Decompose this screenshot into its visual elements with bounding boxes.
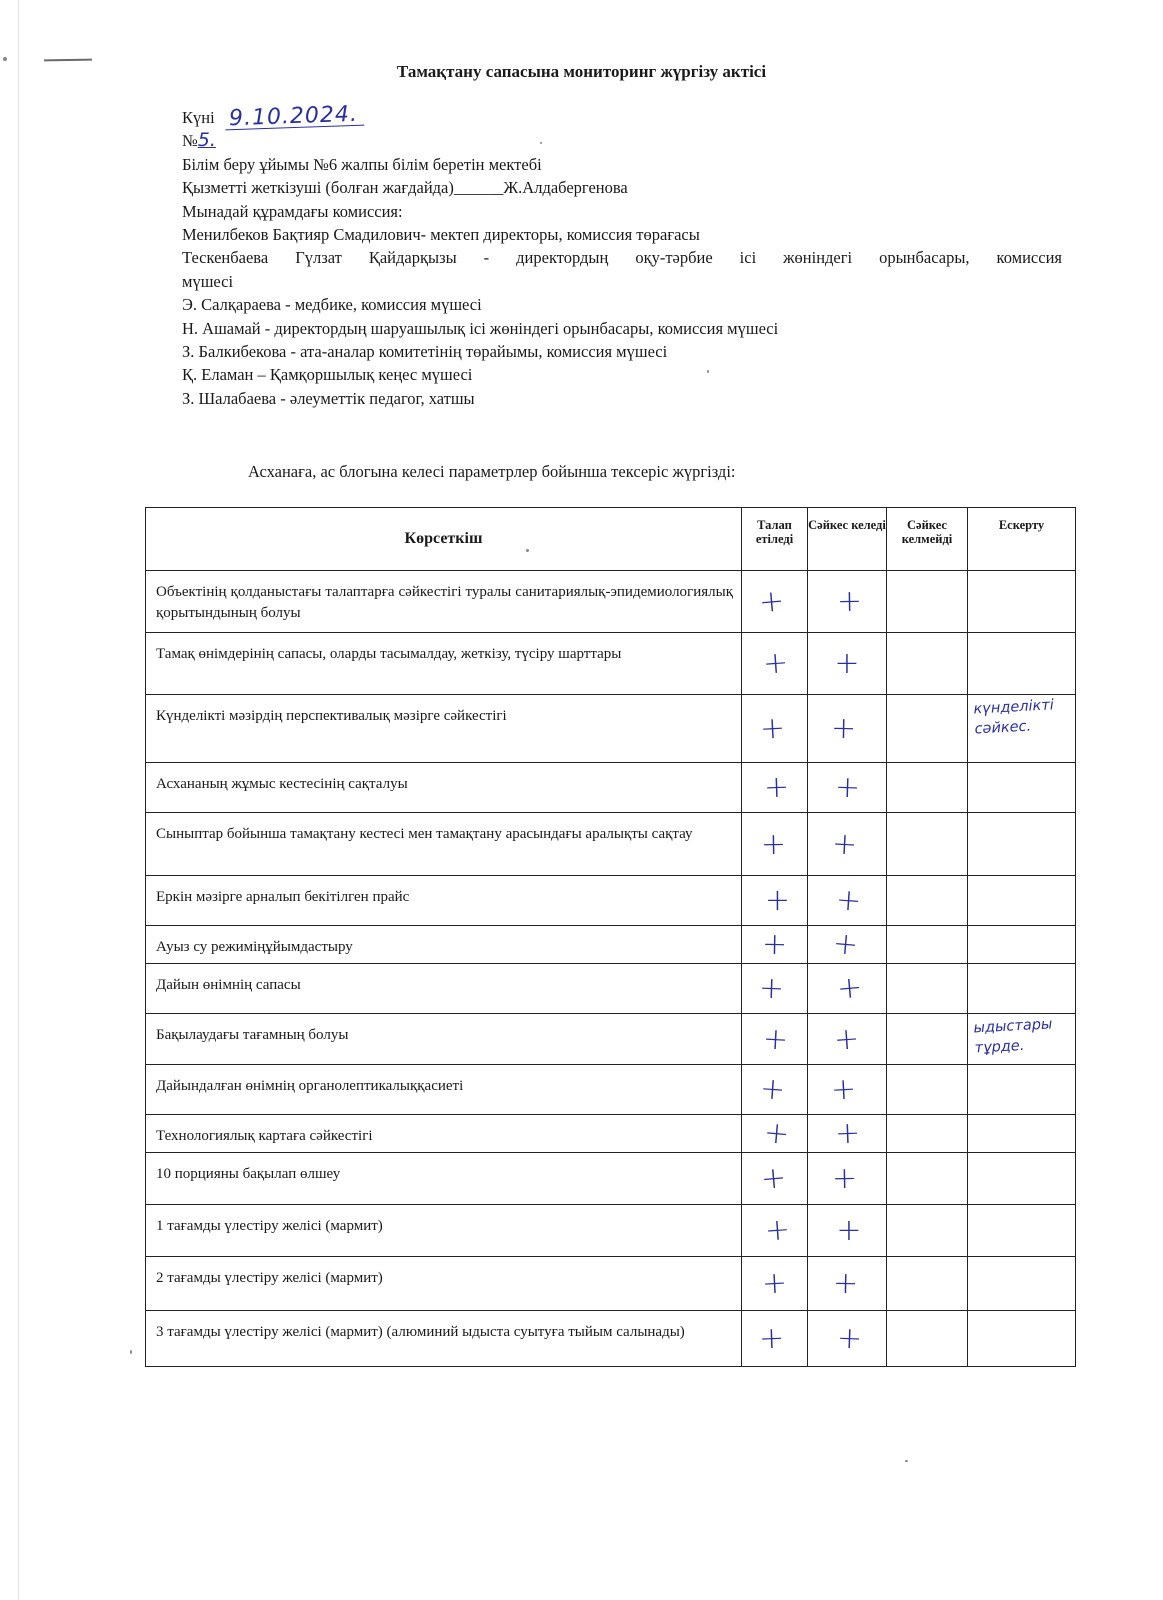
compliant-cell	[808, 695, 887, 763]
commission-member-household: Н. Ашамай - директордың шаруашылық ісі жөніндегі орынбасары, комиссия мүшесі	[182, 318, 779, 338]
table-row	[146, 571, 1076, 633]
note-cell	[968, 1257, 1076, 1311]
compliant-cell	[808, 1065, 887, 1115]
required-cell	[742, 876, 808, 926]
compliant-cell-value: +	[831, 925, 861, 963]
required-cell	[742, 763, 808, 813]
compliant-cell	[808, 1014, 887, 1065]
commission-member-deputy-cont: мүшесі	[182, 271, 234, 291]
scan-speck	[540, 142, 542, 144]
scan-speck	[130, 1350, 132, 1354]
required-cell	[742, 1311, 808, 1367]
scan-speck	[707, 370, 709, 373]
table-row	[146, 1115, 1076, 1153]
compliant-cell	[808, 813, 887, 876]
note-cell	[968, 1153, 1076, 1205]
noncompliant-cell	[887, 1115, 968, 1153]
inspection-table	[145, 507, 1076, 1367]
note-cell	[968, 926, 1076, 964]
indicator-cell: 2 тағамды үлестіру желісі (мармит)	[146, 1257, 742, 1311]
compliant-cell-value: +	[835, 882, 863, 919]
required-cell-value: +	[761, 645, 790, 682]
date-line	[182, 101, 1062, 132]
header-indicator: Көрсеткіш	[146, 508, 742, 571]
required-cell-value: +	[763, 769, 790, 806]
table-row	[146, 964, 1076, 1014]
compliant-cell-value: +	[831, 825, 859, 863]
inspection-intro: Асханаға, ас блогына келесі параметрлер бойынша тексеріс жүргізді:	[248, 462, 736, 481]
noncompliant-cell	[887, 1065, 968, 1115]
commission-member-parents: З. Балкибекова - ата-аналар комитетінің төрайымы, комиссия мүшесі	[182, 342, 668, 362]
scan-speck	[905, 1460, 908, 1462]
note-cell	[968, 1014, 1076, 1065]
noncompliant-cell	[887, 964, 968, 1014]
header-note: Ескерту	[968, 508, 1076, 571]
table-row	[146, 813, 1076, 876]
compliant-cell	[808, 571, 887, 633]
table-row	[146, 695, 1076, 763]
required-cell	[742, 695, 808, 763]
indicator-cell: Сыныптар бойынша тамақтану кестесі мен тамақтану арасындағы аралықты сақтау	[146, 813, 742, 876]
note-cell-value: күнделікті сәйкес.	[973, 697, 1055, 738]
required-cell-value: +	[758, 1320, 785, 1357]
required-cell	[742, 926, 808, 964]
compliant-cell-value: +	[831, 710, 857, 747]
required-cell-value: +	[758, 970, 785, 1007]
compliant-cell-value: +	[834, 646, 860, 681]
table-row	[146, 1153, 1076, 1205]
commission-member-nurse: Э. Салқараева - медбике, комиссия мүшесі	[182, 295, 482, 315]
compliant-cell	[808, 876, 887, 926]
commission-secretary: З. Шалабаева - әлеуметтік педагог, хатшы	[182, 388, 475, 408]
note-cell-value: ыдыстары тұрде.	[973, 1016, 1053, 1057]
organization-line: Білім беру ұйымы №6 жалпы білім беретін мектебі	[182, 154, 542, 174]
compliant-cell-value: +	[832, 1160, 858, 1197]
noncompliant-cell	[887, 813, 968, 876]
table-header-row	[146, 508, 1076, 571]
compliant-cell-value: +	[834, 769, 862, 806]
required-cell	[742, 1257, 808, 1311]
indicator-cell: 10 порцияны бақылап өлшеу	[146, 1153, 742, 1205]
header-noncompliant: Сәйкес келмейді	[887, 508, 968, 571]
indicator-cell: Тамақ өнімдерінің сапасы, оларды тасымалдау, жеткізу, түсіру шарттары	[146, 633, 742, 695]
header-compliant: Сәйкес келеді	[808, 508, 887, 571]
compliant-cell-value: +	[830, 1071, 858, 1108]
required-cell-value: +	[761, 1265, 788, 1302]
header-required: Талап етіледі	[742, 508, 808, 571]
required-cell	[742, 571, 808, 633]
note-cell	[968, 876, 1076, 926]
noncompliant-cell	[887, 571, 968, 633]
indicator-cell: Еркін мәзірге арналып бекітілген прайс	[146, 876, 742, 926]
commission-chair: Менилбеков Бақтияр Смадилович- мектеп директоры, комиссия төрағасы	[182, 225, 700, 245]
compliant-cell	[808, 1153, 887, 1205]
note-cell	[968, 763, 1076, 813]
required-cell-value: +	[762, 1115, 791, 1153]
commission-member-deputy: Тескенбаева Гүлзат Қайдарқызы - директордың оқу-тәрбие ісі жөніндегі орынбасары, комиссия	[182, 248, 1062, 268]
commission-member-board: Қ. Еламан – Қамқоршылық кеңес мүшесі	[182, 365, 473, 385]
required-cell-value: +	[757, 583, 786, 621]
required-cell	[742, 964, 808, 1014]
commission-heading: Мынадай құрамдағы комиссия:	[182, 201, 403, 221]
compliant-cell	[808, 1257, 887, 1311]
table-row	[146, 1311, 1076, 1367]
table-row	[146, 926, 1076, 964]
required-cell-value: +	[761, 926, 788, 963]
indicator-cell: Технологиялық картаға сәйкестігі	[146, 1115, 742, 1153]
noncompliant-cell	[887, 876, 968, 926]
note-cell	[968, 813, 1076, 876]
note-cell	[968, 633, 1076, 695]
compliant-cell-value: +	[837, 583, 863, 620]
table-row	[146, 633, 1076, 695]
required-cell-value: +	[759, 1160, 788, 1198]
date-label: Күні	[182, 108, 215, 127]
required-cell	[742, 813, 808, 876]
table-row	[146, 1257, 1076, 1311]
noncompliant-cell	[887, 1205, 968, 1257]
table-row	[146, 763, 1076, 813]
document-title: Тамақтану сапасына мониторинг жүргізу актісі	[396, 62, 767, 81]
noncompliant-cell	[887, 1257, 968, 1311]
compliant-cell	[808, 763, 887, 813]
indicator-cell: Дайын өнімнің сапасы	[146, 964, 742, 1014]
indicator-cell: Ауыз су режиміңұйымдастыру	[146, 926, 742, 964]
date-handwritten: 9.10.2024.	[224, 105, 364, 131]
indicator-cell: Күнделікті мәзірдің перспективалық мәзірге сәйкестігі	[146, 695, 742, 763]
indicator-cell: 1 тағамды үлестіру желісі (мармит)	[146, 1205, 742, 1257]
compliant-cell	[808, 964, 887, 1014]
noncompliant-cell	[887, 926, 968, 964]
compliant-cell	[808, 1115, 887, 1153]
compliant-cell-value: +	[833, 1020, 861, 1058]
noncompliant-cell	[887, 1153, 968, 1205]
noncompliant-cell	[887, 1311, 968, 1367]
note-cell	[968, 1311, 1076, 1367]
required-cell	[742, 1014, 808, 1065]
note-cell	[968, 964, 1076, 1014]
scan-speck	[3, 57, 7, 61]
compliant-cell	[808, 1311, 887, 1367]
compliant-cell-value: +	[836, 1320, 864, 1357]
supplier-line: Қызметті жеткізуші (болған жағдайда)______Ж.Алдабергенова	[182, 178, 628, 198]
required-cell	[742, 1205, 808, 1257]
noncompliant-cell	[887, 695, 968, 763]
compliant-cell-value: +	[835, 969, 865, 1007]
note-cell	[968, 1065, 1076, 1115]
number-label: №	[182, 131, 198, 151]
indicator-cell: Бақылаудағы тағамның болуы	[146, 1014, 742, 1065]
table-row	[146, 1205, 1076, 1257]
noncompliant-cell	[887, 633, 968, 695]
required-cell	[742, 1115, 808, 1153]
required-cell-value: +	[762, 1020, 789, 1058]
required-cell	[742, 1153, 808, 1205]
noncompliant-cell	[887, 763, 968, 813]
note-cell	[968, 1115, 1076, 1153]
noncompliant-cell	[887, 1014, 968, 1065]
number-line	[182, 129, 1062, 152]
indicator-cell: Объектінің қолданыстағы талаптарға сәйкестігі туралы санитариялық-эпидемиологиялық қорытындының болуы	[146, 571, 742, 633]
indicator-cell: Асхананың жұмыс кестесінің сақталуы	[146, 763, 742, 813]
note-cell	[968, 571, 1076, 633]
note-cell	[968, 695, 1076, 763]
header-block	[182, 101, 1062, 410]
compliant-cell-value: +	[834, 1115, 862, 1152]
indicator-cell: 3 тағамды үлестіру желісі (мармит) (алюминий ыдыста суытуға тыйым салынады)	[146, 1311, 742, 1367]
compliant-cell	[808, 633, 887, 695]
compliant-cell	[808, 926, 887, 964]
number-handwritten: 5.	[197, 129, 216, 152]
compliant-cell	[808, 1205, 887, 1257]
required-cell-value: +	[758, 1071, 787, 1108]
required-cell-value: +	[760, 826, 787, 862]
indicator-cell: Дайындалған өнімнің органолептикалыққасиеті	[146, 1065, 742, 1115]
note-cell	[968, 1205, 1076, 1257]
compliant-cell-value: +	[833, 1265, 859, 1302]
required-cell-value: +	[759, 710, 786, 747]
required-cell-value: +	[764, 883, 791, 918]
scan-speck	[526, 549, 529, 552]
required-cell	[742, 1065, 808, 1115]
required-cell	[742, 633, 808, 695]
table-row	[146, 1065, 1076, 1115]
required-cell-value: +	[763, 1211, 792, 1249]
compliant-cell-value: +	[836, 1213, 862, 1248]
table-row	[146, 1014, 1076, 1065]
table-row	[146, 876, 1076, 926]
